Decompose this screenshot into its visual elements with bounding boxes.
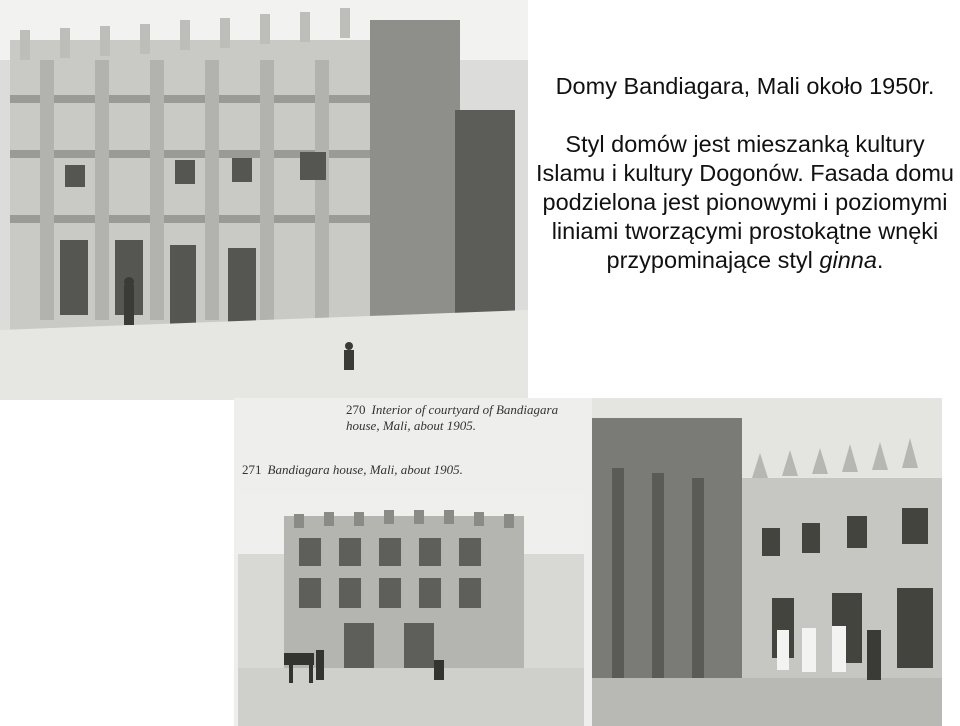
slide-body-text: Styl domów jest mieszanką kultury Islamu i kultury Dogonów. Fasada domu podzielona jest pionowymi i poziomymi liniami tworzącymi prostokątne wnęki przypominające styl [536, 131, 954, 273]
caption-270 [346, 402, 558, 434]
caption-271-line1: Bandiagara house, Mali, about 1905. [267, 462, 463, 477]
slide-text-block [530, 72, 960, 275]
slide-body-emphasis: ginna [819, 247, 877, 273]
caption-270-line2: house, Mali, about 1905. [346, 418, 476, 433]
caption-271-number: 271 [242, 462, 262, 477]
slide-body [530, 130, 960, 275]
slide-body-end: . [876, 247, 884, 273]
book-scan-photo [234, 398, 592, 726]
bandiagara-house-photo [0, 0, 528, 400]
slide-title: Domy Bandiagara, Mali około 1950r. [555, 73, 935, 99]
caption-271 [242, 462, 463, 478]
courtyard-photo [592, 398, 942, 726]
caption-270-number: 270 [346, 402, 366, 417]
caption-270-line1: Interior of courtyard of Bandiagara [371, 402, 559, 417]
